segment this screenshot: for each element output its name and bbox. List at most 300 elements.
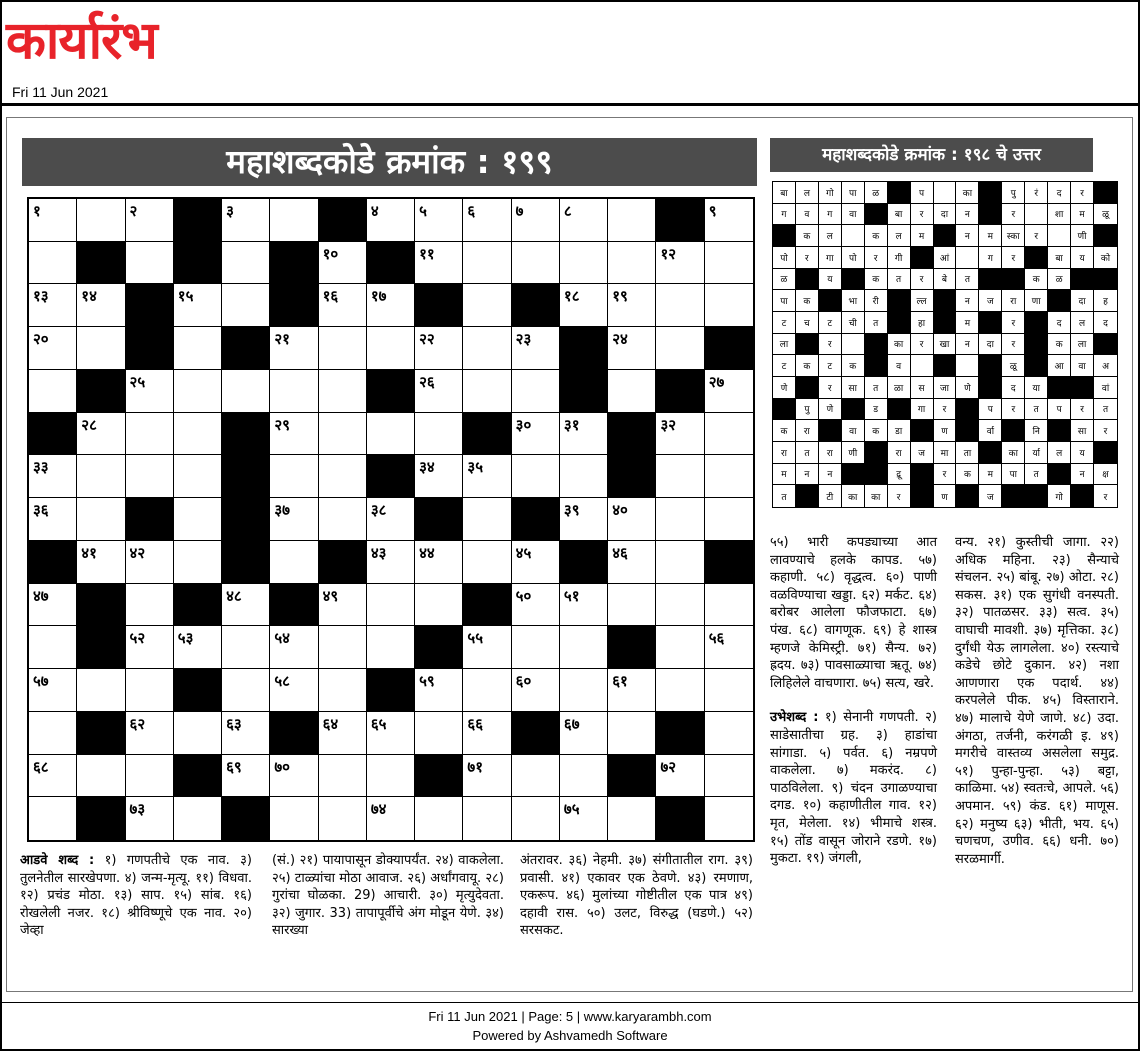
grid-cell[interactable]	[126, 413, 174, 456]
grid-cell[interactable]	[512, 370, 560, 413]
grid-cell[interactable]	[126, 669, 174, 712]
grid-cell[interactable]	[463, 626, 511, 669]
answer-cell: णी	[842, 442, 865, 464]
grid-cell[interactable]	[270, 199, 318, 242]
footer-credit: Powered by Ashvamedh Software	[472, 1028, 668, 1043]
grid-cell[interactable]	[270, 541, 318, 584]
grid-block	[560, 327, 608, 370]
grid-cell[interactable]	[270, 370, 318, 413]
answer-cell: क	[842, 355, 865, 377]
grid-cell[interactable]	[415, 370, 463, 413]
grid-cell[interactable]	[319, 498, 367, 541]
grid-cell[interactable]	[222, 669, 270, 712]
answer-block	[1025, 334, 1048, 356]
answer-cell: न	[1071, 464, 1094, 486]
answer-block	[1071, 269, 1094, 291]
answer-cell: त	[1025, 399, 1048, 421]
answer-cell: पु	[1002, 182, 1025, 204]
grid-cell[interactable]	[415, 327, 463, 370]
grid-cell[interactable]	[560, 712, 608, 755]
grid-cell[interactable]	[29, 712, 77, 755]
grid-cell[interactable]	[415, 413, 463, 456]
clue-number: १४	[81, 287, 97, 306]
clue-number: १२	[660, 244, 677, 263]
grid-block	[512, 284, 560, 327]
grid-cell[interactable]	[270, 669, 318, 712]
grid-cell[interactable]	[705, 797, 753, 840]
grid-cell[interactable]	[463, 370, 511, 413]
grid-cell[interactable]	[126, 199, 174, 242]
answer-cell	[842, 334, 865, 356]
clue-number: २९	[274, 415, 290, 434]
grid-cell[interactable]	[367, 541, 415, 584]
grid-cell[interactable]	[77, 669, 125, 712]
grid-cell[interactable]	[77, 455, 125, 498]
grid-cell[interactable]	[560, 455, 608, 498]
grid-block	[270, 242, 318, 285]
clue-number: ३४	[419, 458, 435, 477]
answer-cell: न	[956, 225, 979, 247]
grid-cell[interactable]	[270, 626, 318, 669]
grid-cell[interactable]	[319, 413, 367, 456]
answer-cell: य	[1071, 442, 1094, 464]
grid-cell[interactable]	[270, 797, 318, 840]
grid-cell[interactable]	[174, 455, 222, 498]
grid-cell[interactable]	[367, 498, 415, 541]
grid-cell[interactable]	[608, 669, 656, 712]
grid-cell[interactable]	[512, 199, 560, 242]
grid-cell[interactable]	[415, 669, 463, 712]
answer-cell: बा	[888, 204, 911, 226]
answer-cell: गा	[911, 399, 934, 421]
grid-cell[interactable]	[705, 498, 753, 541]
grid-block	[656, 370, 704, 413]
clue-number: ४१	[81, 543, 97, 562]
grid-cell[interactable]	[174, 797, 222, 840]
grid-cell[interactable]	[319, 455, 367, 498]
grid-cell[interactable]	[29, 584, 77, 627]
grid-cell[interactable]	[174, 284, 222, 327]
grid-cell[interactable]	[126, 370, 174, 413]
grid-cell[interactable]	[270, 455, 318, 498]
grid-cell[interactable]	[512, 584, 560, 627]
answer-block	[1048, 464, 1071, 486]
grid-cell[interactable]	[512, 669, 560, 712]
grid-block	[77, 797, 125, 840]
grid-block	[77, 626, 125, 669]
grid-cell[interactable]	[415, 541, 463, 584]
grid-cell[interactable]	[656, 455, 704, 498]
grid-cell[interactable]	[705, 199, 753, 242]
answer-cell: ग	[773, 204, 796, 226]
grid-cell[interactable]	[560, 242, 608, 285]
grid-cell[interactable]	[222, 755, 270, 798]
grid-cell[interactable]	[367, 413, 415, 456]
grid-cell[interactable]	[174, 327, 222, 370]
clue-number: ३१	[563, 415, 580, 434]
answer-cell: रा	[773, 442, 796, 464]
answer-block	[773, 225, 796, 247]
answer-cell: ला	[773, 334, 796, 356]
grid-block	[367, 242, 415, 285]
answer-block	[865, 355, 888, 377]
grid-cell[interactable]	[319, 284, 367, 327]
grid-cell[interactable]	[560, 584, 608, 627]
grid-block	[608, 455, 656, 498]
answer-cell: त	[1025, 464, 1048, 486]
grid-cell[interactable]	[512, 755, 560, 798]
grid-cell[interactable]	[608, 541, 656, 584]
grid-cell[interactable]	[77, 413, 125, 456]
answer-block	[956, 399, 979, 421]
grid-block	[126, 498, 174, 541]
grid-cell[interactable]	[463, 455, 511, 498]
answer-cell: रा	[819, 442, 842, 464]
grid-cell[interactable]	[560, 669, 608, 712]
grid-cell[interactable]	[463, 327, 511, 370]
grid-cell[interactable]	[367, 199, 415, 242]
grid-cell[interactable]	[77, 755, 125, 798]
brand-logo[interactable]: कार्यारंभ	[6, 11, 157, 71]
answer-cell: र	[1071, 399, 1094, 421]
grid-cell[interactable]	[126, 541, 174, 584]
grid-cell[interactable]	[77, 541, 125, 584]
grid-block	[174, 242, 222, 285]
answer-cell: को	[1094, 247, 1117, 269]
grid-cell[interactable]	[560, 626, 608, 669]
answer-cell: री	[865, 290, 888, 312]
grid-cell[interactable]	[270, 327, 318, 370]
grid-cell[interactable]	[29, 455, 77, 498]
grid-cell[interactable]	[656, 242, 704, 285]
answer-cell: त	[773, 485, 796, 507]
grid-cell[interactable]	[77, 498, 125, 541]
answer-block	[1094, 269, 1117, 291]
grid-cell[interactable]	[512, 797, 560, 840]
grid-cell[interactable]	[608, 284, 656, 327]
answer-cell: ज	[979, 290, 1002, 312]
clue-number: ५४	[274, 629, 290, 648]
answer-block	[1025, 247, 1048, 269]
answer-cell: च	[796, 312, 819, 334]
across-clues-cont-2: अंतरावर. ३६) नेहमी. ३७) संगीतातील राग. ३९) प्रवासी. ४१) एकावर एक ठेवणे. ४३) रमणाण, एकरूप. ४६) मुलांच्या गोष्टीतील एक पात्र ४९) दहावी रास. ५०) उलट, विरुद्ध (घडणे.) ५२) सरसकट.	[520, 853, 753, 939]
answer-block	[1048, 377, 1071, 399]
grid-cell[interactable]	[270, 413, 318, 456]
grid-cell[interactable]	[29, 669, 77, 712]
clue-number: ५८	[274, 672, 290, 691]
grid-cell[interactable]	[174, 626, 222, 669]
grid-cell[interactable]	[608, 199, 656, 242]
answer-cell: द	[1094, 312, 1117, 334]
answer-block	[796, 377, 819, 399]
grid-cell[interactable]	[512, 541, 560, 584]
grid-cell[interactable]	[415, 455, 463, 498]
grid-cell[interactable]	[608, 584, 656, 627]
grid-cell[interactable]	[415, 797, 463, 840]
grid-cell[interactable]	[608, 712, 656, 755]
grid-cell[interactable]	[560, 199, 608, 242]
down-clues-text: १) सेनानी गणपती. २) साडेसातीचा ग्रह. ३) हाडांचा सांगाडा. ५) पर्वत. ६) नम्रपणे वाकलेला. ७) मकरंद. ८) पाठविलेला. ९) चंदन उगाळण्याचा दगड. १०) कहाणीतील गाव. १२) मृत, मेलेला. १४) भीमाचे शस्त्र. १५) तोंड वासून जोराने रडणे. १७) मुकटा. १९) जंगली,	[770, 710, 938, 867]
grid-block	[222, 327, 270, 370]
grid-cell[interactable]	[29, 370, 77, 413]
answer-cell: का	[842, 485, 865, 507]
footer-info[interactable]: Fri 11 Jun 2021 | Page: 5 | www.karyarambh.com	[428, 1009, 712, 1024]
crossword-grid	[27, 197, 755, 842]
grid-cell[interactable]	[705, 370, 753, 413]
grid-cell[interactable]	[656, 327, 704, 370]
grid-cell[interactable]	[319, 242, 367, 285]
clue-number: ९	[708, 202, 717, 220]
grid-cell[interactable]	[656, 284, 704, 327]
grid-cell[interactable]	[415, 199, 463, 242]
grid-cell[interactable]	[608, 242, 656, 285]
grid-cell[interactable]	[560, 797, 608, 840]
grid-cell[interactable]	[656, 541, 704, 584]
grid-cell[interactable]	[270, 498, 318, 541]
clue-number: ४९	[322, 586, 339, 605]
grid-cell[interactable]	[174, 541, 222, 584]
grid-cell[interactable]	[463, 284, 511, 327]
grid-cell[interactable]	[126, 242, 174, 285]
answer-cell: स्का	[1002, 225, 1025, 247]
answer-block	[934, 290, 957, 312]
grid-cell[interactable]	[319, 712, 367, 755]
grid-cell[interactable]	[126, 626, 174, 669]
grid-cell[interactable]	[512, 626, 560, 669]
grid-cell[interactable]	[705, 284, 753, 327]
grid-cell[interactable]	[222, 199, 270, 242]
clue-number: ६३	[226, 714, 242, 733]
clue-number: ७१	[467, 757, 483, 776]
grid-cell[interactable]	[705, 413, 753, 456]
clue-number: ३५	[467, 458, 483, 477]
grid-cell[interactable]	[319, 327, 367, 370]
clue-number: ४५	[515, 543, 532, 562]
grid-cell[interactable]	[222, 370, 270, 413]
grid-block	[319, 199, 367, 242]
grid-cell[interactable]	[367, 797, 415, 840]
grid-cell[interactable]	[608, 797, 656, 840]
answer-cell: र	[934, 399, 957, 421]
grid-cell[interactable]	[560, 413, 608, 456]
grid-cell[interactable]	[222, 284, 270, 327]
grid-cell[interactable]	[705, 755, 753, 798]
grid-cell[interactable]	[560, 284, 608, 327]
answer-cell: ट	[819, 355, 842, 377]
answer-block	[842, 464, 865, 486]
grid-cell[interactable]	[415, 712, 463, 755]
grid-cell[interactable]	[463, 541, 511, 584]
answer-cell: य	[819, 269, 842, 291]
clue-number: ३६	[33, 501, 49, 520]
grid-cell[interactable]	[319, 584, 367, 627]
answer-cell	[956, 355, 979, 377]
answer-cell: द	[1002, 377, 1025, 399]
grid-cell[interactable]	[656, 669, 704, 712]
answer-cell: द्रू	[888, 464, 911, 486]
grid-block	[512, 712, 560, 755]
grid-cell[interactable]	[367, 626, 415, 669]
grid-cell[interactable]	[77, 284, 125, 327]
grid-cell[interactable]	[29, 755, 77, 798]
grid-cell[interactable]	[463, 199, 511, 242]
grid-cell[interactable]	[319, 626, 367, 669]
grid-cell[interactable]	[29, 284, 77, 327]
grid-cell[interactable]	[29, 242, 77, 285]
grid-cell[interactable]	[126, 712, 174, 755]
grid-cell[interactable]	[126, 755, 174, 798]
grid-cell[interactable]	[656, 498, 704, 541]
clue-number: ७०	[274, 757, 290, 776]
grid-cell[interactable]	[705, 712, 753, 755]
answer-cell: णे	[819, 399, 842, 421]
grid-cell[interactable]	[126, 455, 174, 498]
clue-number: १८	[563, 287, 580, 306]
grid-cell[interactable]	[174, 413, 222, 456]
answer-cell: खा	[934, 334, 957, 356]
grid-cell[interactable]	[126, 584, 174, 627]
answer-cell: ल	[888, 225, 911, 247]
grid-cell[interactable]	[463, 669, 511, 712]
answer-cell: व	[796, 204, 819, 226]
grid-cell[interactable]	[174, 712, 222, 755]
grid-block	[29, 541, 77, 584]
grid-block	[222, 541, 270, 584]
answer-cell: ल	[1071, 312, 1094, 334]
answer-cell: रा	[1002, 290, 1025, 312]
grid-cell[interactable]	[367, 584, 415, 627]
grid-cell[interactable]	[560, 498, 608, 541]
grid-cell[interactable]	[222, 626, 270, 669]
clue-number: ६७	[563, 714, 580, 733]
clue-number: ७२	[660, 757, 677, 776]
down-clues-cont: वन्य. २१) कुस्तीची जागा. २२) अधिक महिना. २३) सैन्याचे संचलन. २५) बांबू. २७) ओटा. २८) सकस. ३१) एक सुगंधी वनस्पती. ३२) पातळसर. ३३) सत्व. ३५) वाघाची मावशी. ३७) मृत्तिका. ३८) दुर्गंधी येऊ लागलेला. ४०) रस्त्याचे कडेचे छोटे दुकान. ४२) नशा आणणारा एक पदार्थ. ४४) करपलेले पीक. ४५) विस्ताराने. ४७) मालाचे येणे जाणे. ४८) उदा. अंगठा, तर्जनी, करंगळी इ. ४९) मगरीचे वास्तव्य असलेला समुद्र. ५१) पुन्हा-पुन्हा. ५३) बट्टा, काळिमा. ५४) स्वतःचे, आपले. ५६) अपमान. ५९) कंड. ६१) माणूस. ६२) मनुष्य ६३) भीती, भय. ६५) चणचण, उणीव. ६६) धनी. ७०) सरळमार्गी.	[955, 535, 1119, 867]
grid-cell[interactable]	[512, 413, 560, 456]
grid-cell[interactable]	[367, 327, 415, 370]
answer-cell: म	[1071, 204, 1094, 226]
grid-cell[interactable]	[656, 626, 704, 669]
clue-number: ३३	[33, 458, 49, 477]
answer-block	[888, 182, 911, 204]
clue-number: ४३	[370, 543, 387, 562]
grid-cell[interactable]	[705, 455, 753, 498]
grid-cell[interactable]	[29, 797, 77, 840]
answer-block	[865, 204, 888, 226]
answer-cell: ल	[796, 182, 819, 204]
answer-block	[865, 464, 888, 486]
answer-cell: र	[911, 269, 934, 291]
answer-cell: का	[888, 334, 911, 356]
clue-number: ७३	[129, 800, 146, 819]
clue-number: ६१	[612, 672, 628, 691]
grid-cell[interactable]	[319, 797, 367, 840]
grid-cell[interactable]	[705, 584, 753, 627]
grid-cell[interactable]	[608, 498, 656, 541]
grid-cell[interactable]	[367, 712, 415, 755]
answer-cell: र	[1002, 399, 1025, 421]
grid-cell[interactable]	[29, 199, 77, 242]
grid-cell[interactable]	[222, 712, 270, 755]
clue-number: २	[129, 202, 138, 220]
grid-cell[interactable]	[705, 669, 753, 712]
grid-cell[interactable]	[512, 327, 560, 370]
clue-number: ४६	[612, 543, 628, 562]
grid-block	[656, 712, 704, 755]
grid-block	[415, 755, 463, 798]
answer-cell: न	[796, 464, 819, 486]
clue-number: १	[33, 202, 41, 220]
grid-block	[174, 755, 222, 798]
grid-cell[interactable]	[656, 755, 704, 798]
answer-block	[979, 355, 1002, 377]
grid-block	[222, 498, 270, 541]
grid-cell[interactable]	[174, 370, 222, 413]
grid-cell[interactable]	[560, 755, 608, 798]
grid-cell[interactable]	[608, 327, 656, 370]
answer-cell: क	[1048, 334, 1071, 356]
grid-cell[interactable]	[367, 755, 415, 798]
grid-cell[interactable]	[29, 327, 77, 370]
grid-cell[interactable]	[415, 584, 463, 627]
grid-cell[interactable]	[463, 498, 511, 541]
answer-block	[1094, 182, 1117, 204]
across-clues-text: १) गणपतीचे एक नाव. ३) तुलनेतील सारखेपणा. ४) जन्म-मृत्यू. ११) विधवा. १२) प्रचंड मोठा. १३) साप. १५) सांब. १६) रोखलेली नजर. १८) श्रीविष्णूचे एक नाव. २०) जेव्हा	[20, 853, 253, 939]
grid-block	[77, 242, 125, 285]
grid-cell[interactable]	[77, 199, 125, 242]
grid-cell[interactable]	[463, 755, 511, 798]
grid-cell[interactable]	[77, 327, 125, 370]
answer-cell: म	[979, 225, 1002, 247]
clue-number: ५७	[33, 672, 49, 691]
answer-block	[911, 485, 934, 507]
answer-cell: र	[888, 485, 911, 507]
grid-cell[interactable]	[463, 242, 511, 285]
grid-cell[interactable]	[174, 498, 222, 541]
answer-cell: क	[956, 464, 979, 486]
grid-cell[interactable]	[222, 584, 270, 627]
grid-cell[interactable]	[319, 669, 367, 712]
grid-cell[interactable]	[319, 755, 367, 798]
grid-cell[interactable]	[367, 284, 415, 327]
answer-cell: टी	[819, 485, 842, 507]
clue-number: ४७	[33, 586, 49, 605]
grid-cell[interactable]	[656, 584, 704, 627]
grid-cell[interactable]	[29, 626, 77, 669]
grid-cell[interactable]	[656, 413, 704, 456]
answer-cell: र्वा	[979, 420, 1002, 442]
grid-block	[656, 199, 704, 242]
grid-cell[interactable]	[29, 498, 77, 541]
answer-cell: या	[1025, 377, 1048, 399]
grid-cell[interactable]	[463, 712, 511, 755]
grid-cell[interactable]	[705, 626, 753, 669]
answer-cell: न	[956, 334, 979, 356]
answer-block	[934, 225, 957, 247]
grid-cell[interactable]	[463, 797, 511, 840]
grid-cell[interactable]	[512, 455, 560, 498]
answer-cell	[956, 247, 979, 269]
grid-cell[interactable]	[705, 242, 753, 285]
grid-cell[interactable]	[270, 755, 318, 798]
answer-cell: प	[1048, 399, 1071, 421]
grid-cell[interactable]	[608, 370, 656, 413]
grid-cell[interactable]	[512, 242, 560, 285]
grid-cell[interactable]	[222, 242, 270, 285]
grid-cell[interactable]	[415, 242, 463, 285]
answer-block	[1048, 420, 1071, 442]
grid-cell[interactable]	[319, 370, 367, 413]
grid-cell[interactable]	[126, 797, 174, 840]
